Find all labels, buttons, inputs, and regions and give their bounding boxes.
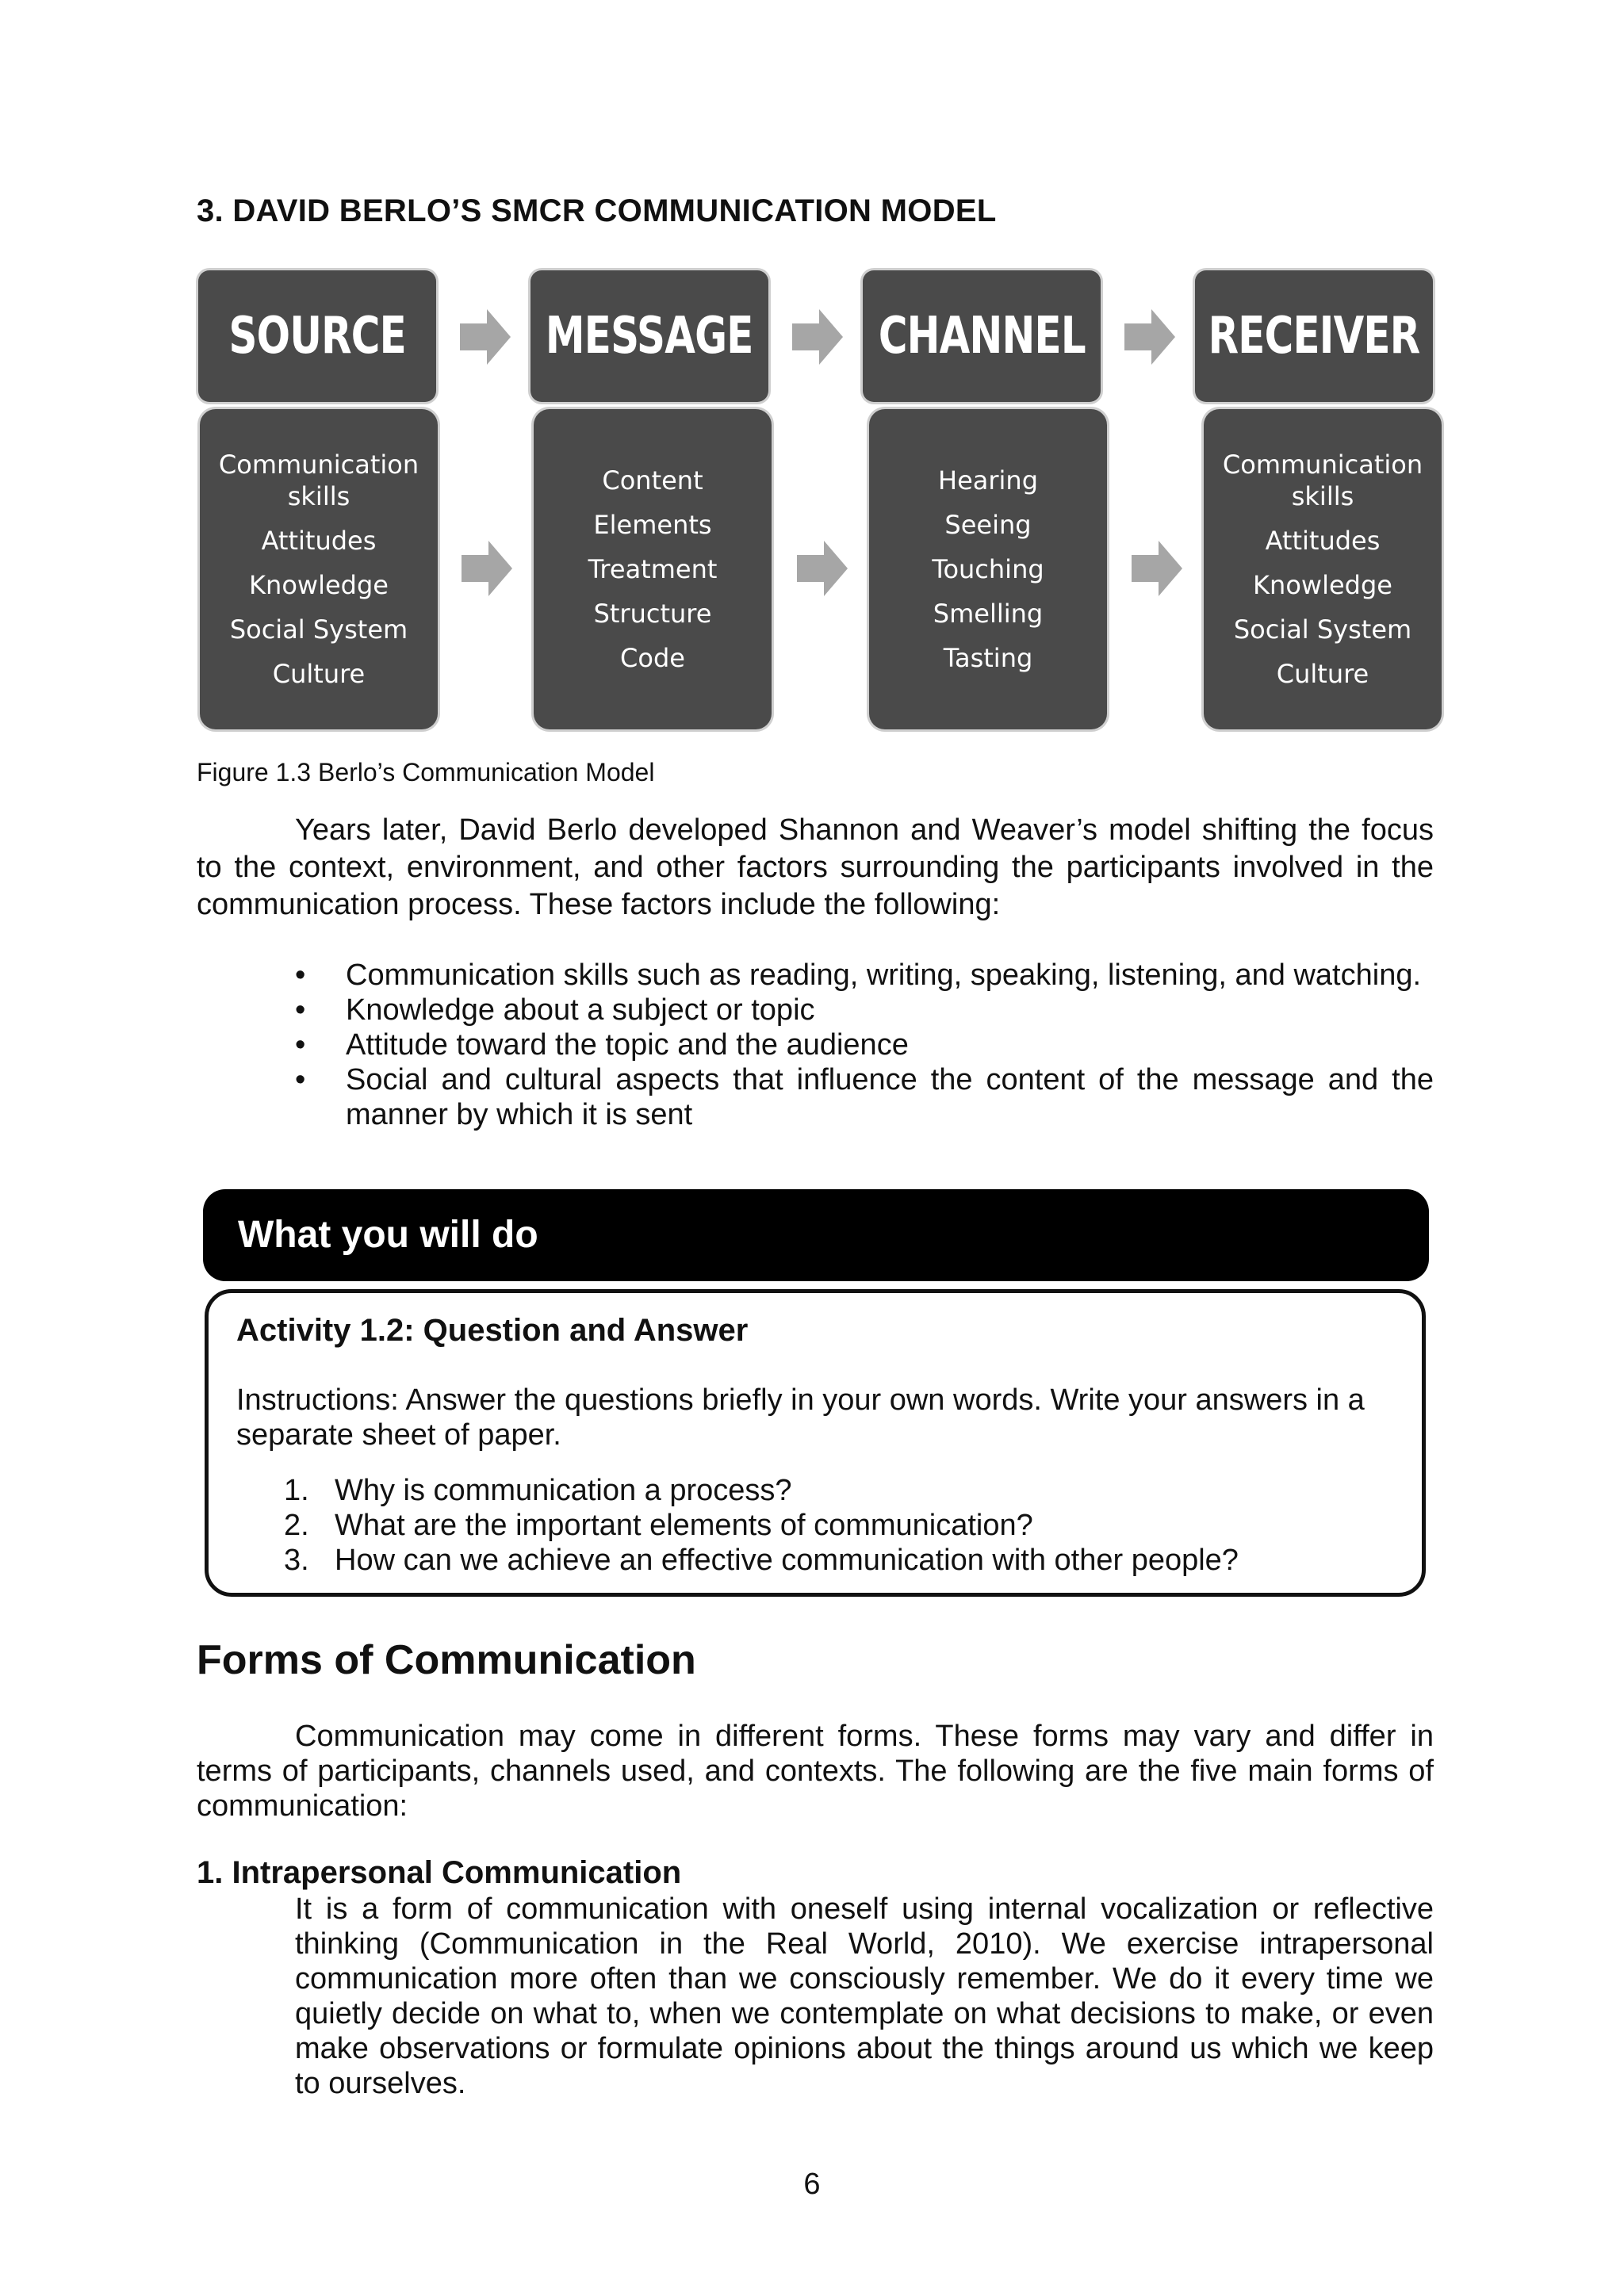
banner-title: What you will do [238,1214,538,1256]
source-header-label: SOURCE [228,307,406,365]
diagram-item: Social System [1233,614,1412,645]
diagram-item: Knowledge [249,570,389,600]
channel-header-label: CHANNEL [878,307,1086,365]
intrapersonal-paragraph: It is a form of communication with oneself using internal vocalization or reflective thinking (Communication in the Real World, 2010). We exercise intrapersonal communication more often than we consciously remember. We do it every time we quietly decide on what to, when we contemplate on what decisions to make, or even make observations or formulate opinions about the things around us which we keep to ourselves. [295,1892,1434,2100]
activity-title: Activity 1.2: Question and Answer [236,1313,749,1348]
diagram-item: Hearing [938,465,1038,496]
list-item [284,1543,1239,1578]
message-header [530,270,768,402]
forms-paragraph-text: Communication may come in different forms. These forms may vary and differ in terms of participants, channels used, and contexts. The following are the five main forms of communication: [197,1720,1434,1823]
diagram-item: Culture [272,659,366,689]
list-item-text: Attitude toward the topic and the audience [346,1028,909,1062]
header-arrow-icon [1124,309,1175,365]
what-you-will-do-banner [203,1189,1429,1281]
forms-heading: Forms of Communication [197,1637,696,1683]
page-number: 6 [803,2168,821,2201]
diagram-item: Social System [229,614,408,645]
diagram-item: Culture [1276,659,1369,689]
question-text: Why is communication a process? [335,1474,792,1507]
forms-paragraph [197,1719,1434,1823]
diagram-item: Seeing [944,510,1032,540]
list-item [293,958,1434,993]
bullet-icon: • [295,1028,306,1062]
diagram-item: Attitudes [261,526,377,556]
body-arrow-icon [1132,541,1182,596]
question-number: 1. [284,1474,309,1507]
list-item-text: Knowledge about a subject or topic [346,993,815,1027]
diagram-item: Tasting [943,643,1033,673]
list-item [293,1027,1434,1062]
question-text: What are the important elements of communication? [335,1509,1033,1542]
factor-list [293,958,1434,1132]
diagram-item: Structure [593,599,712,629]
list-item [293,1062,1434,1132]
body-arrow-icon [797,541,848,596]
diagram-item: Touching [932,554,1044,584]
bullet-icon: • [295,959,306,992]
receiver-items-box [1204,409,1442,729]
source-header [198,270,436,402]
bullet-icon: • [295,993,306,1027]
intro-paragraph-text: Years later, David Berlo developed Shannon and Weaver’s model shifting the focus to the context, environment, and other factors surrounding the participants involved in the communication process. These factors include the following: [197,813,1434,921]
channel-items-box [869,409,1107,729]
intro-paragraph [197,812,1434,924]
list-item-text: Communication skills such as reading, writing, speaking, listening, and watching. [346,959,1422,992]
diagram-item: Attitudes [1265,526,1381,556]
activity-instructions: Instructions: Answer the questions briefly in your own words. Write your answers in a separate sheet of paper. [236,1383,1365,1452]
diagram-item: Content [602,465,703,496]
list-item [284,1473,1239,1508]
body-arrow-icon [462,541,512,596]
section-heading: 3. DAVID BERLO’S SMCR COMMUNICATION MODEL [197,193,997,228]
intrapersonal-heading: 1. Intrapersonal Communication [197,1855,682,1890]
receiver-header-label: RECEIVER [1208,307,1420,365]
diagram-item: Treatment [588,554,718,584]
diagram-item: Knowledge [1253,570,1392,600]
diagram-item: Smelling [933,599,1044,629]
header-arrow-icon [792,309,843,365]
diagram-item: Communication skills [218,450,419,511]
receiver-header [1195,270,1433,402]
diagram-item: Code [620,643,685,673]
bullet-icon: • [295,1063,306,1096]
list-item-text: Social and cultural aspects that influence the content of the message and the manner by which it is sent [346,1063,1434,1131]
header-arrow-icon [460,309,511,365]
question-list [284,1473,1239,1578]
question-number: 2. [284,1509,309,1542]
message-header-label: MESSAGE [546,307,753,365]
question-number: 3. [284,1544,309,1577]
list-item [284,1508,1239,1543]
channel-header [863,270,1101,402]
diagram-item: Communication skills [1222,450,1423,511]
message-items-box [534,409,772,729]
figure-caption: Figure 1.3 Berlo’s Communication Model [197,758,655,786]
list-item [293,993,1434,1027]
source-items-box [200,409,438,729]
diagram-item: Elements [593,510,712,540]
question-text: How can we achieve an effective communication with other people? [335,1544,1239,1577]
